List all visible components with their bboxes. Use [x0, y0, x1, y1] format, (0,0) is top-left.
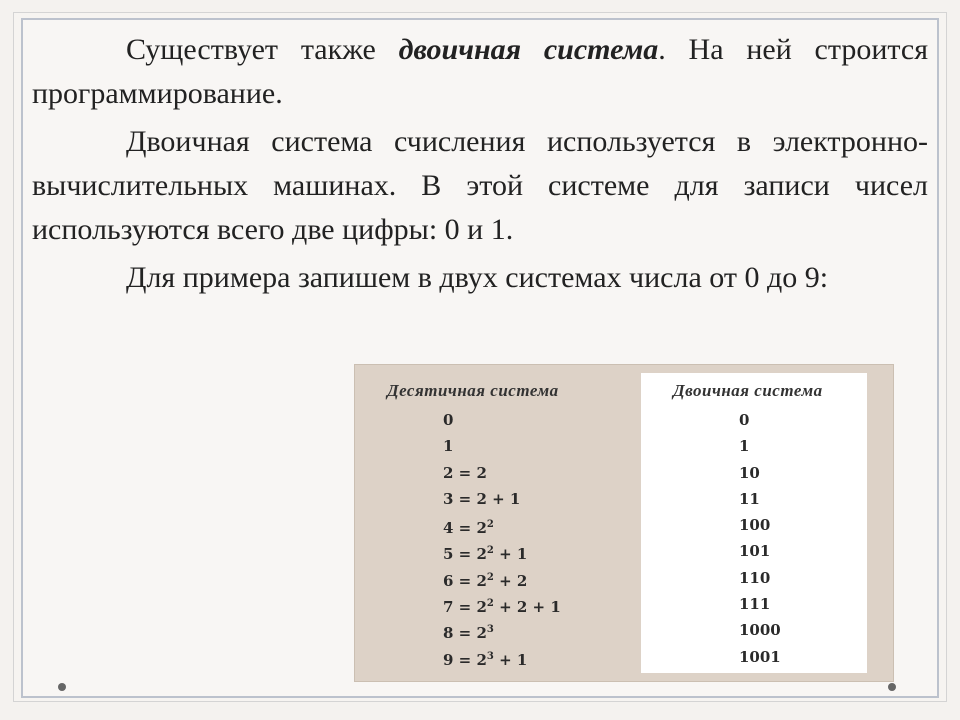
binary-cell: 1000: [739, 621, 781, 640]
decimal-cell: $6 = 2^2 + 2$: [443, 571, 528, 590]
corner-dot-right: [888, 683, 896, 691]
decimal-cell: 2 = 2: [443, 463, 487, 482]
decimal-cell: $7 = 2^2 + 2 + 1$: [443, 598, 561, 617]
binary-column: [739, 407, 781, 670]
binary-cell: 11: [739, 489, 760, 508]
binary-cell: 1001: [739, 647, 781, 666]
binary-cell: 1: [739, 437, 750, 456]
binary-cell: 110: [739, 568, 771, 587]
paragraph-1-text-a: Существует также: [126, 33, 399, 66]
number-systems-table: [354, 364, 894, 682]
decimal-cell: 1: [443, 437, 454, 456]
decimal-cell: $9 = 2^3 + 1$: [443, 650, 528, 669]
decimal-cell: $8 = 2^3$: [443, 624, 494, 643]
decimal-column: [443, 407, 561, 670]
slide-text: [32, 28, 928, 304]
paragraph-2: Двоичная система счисления используется в электронно-вычислительных машинах. В этой системе для записи чисел используются всего две цифры: 0 и 1.: [32, 125, 928, 246]
paragraph-1-text-b: . На ней строится программирование.: [32, 33, 928, 110]
paragraph-3: Для примера запишем в двух системах числа от 0 до 9:: [126, 261, 829, 294]
paragraph-1-emphasis: двоичная система: [398, 33, 659, 66]
binary-cell: 10: [739, 463, 760, 482]
decimal-cell: $4 = 2^2$: [443, 519, 494, 538]
binary-cell: 101: [739, 542, 771, 561]
decimal-cell: 0: [443, 411, 454, 429]
binary-cell: 111: [739, 595, 771, 614]
decimal-cell: 3 = 2 + 1: [443, 489, 521, 508]
paragraph-1: [32, 28, 928, 116]
corner-dot-left: [58, 683, 66, 691]
binary-header: Двоичная система: [673, 381, 823, 400]
decimal-cell: $5 = 2^2 + 1$: [443, 545, 528, 564]
binary-cell: 0: [739, 411, 750, 429]
binary-cell: 100: [739, 516, 771, 535]
decimal-header: Десятичная система: [387, 381, 559, 400]
